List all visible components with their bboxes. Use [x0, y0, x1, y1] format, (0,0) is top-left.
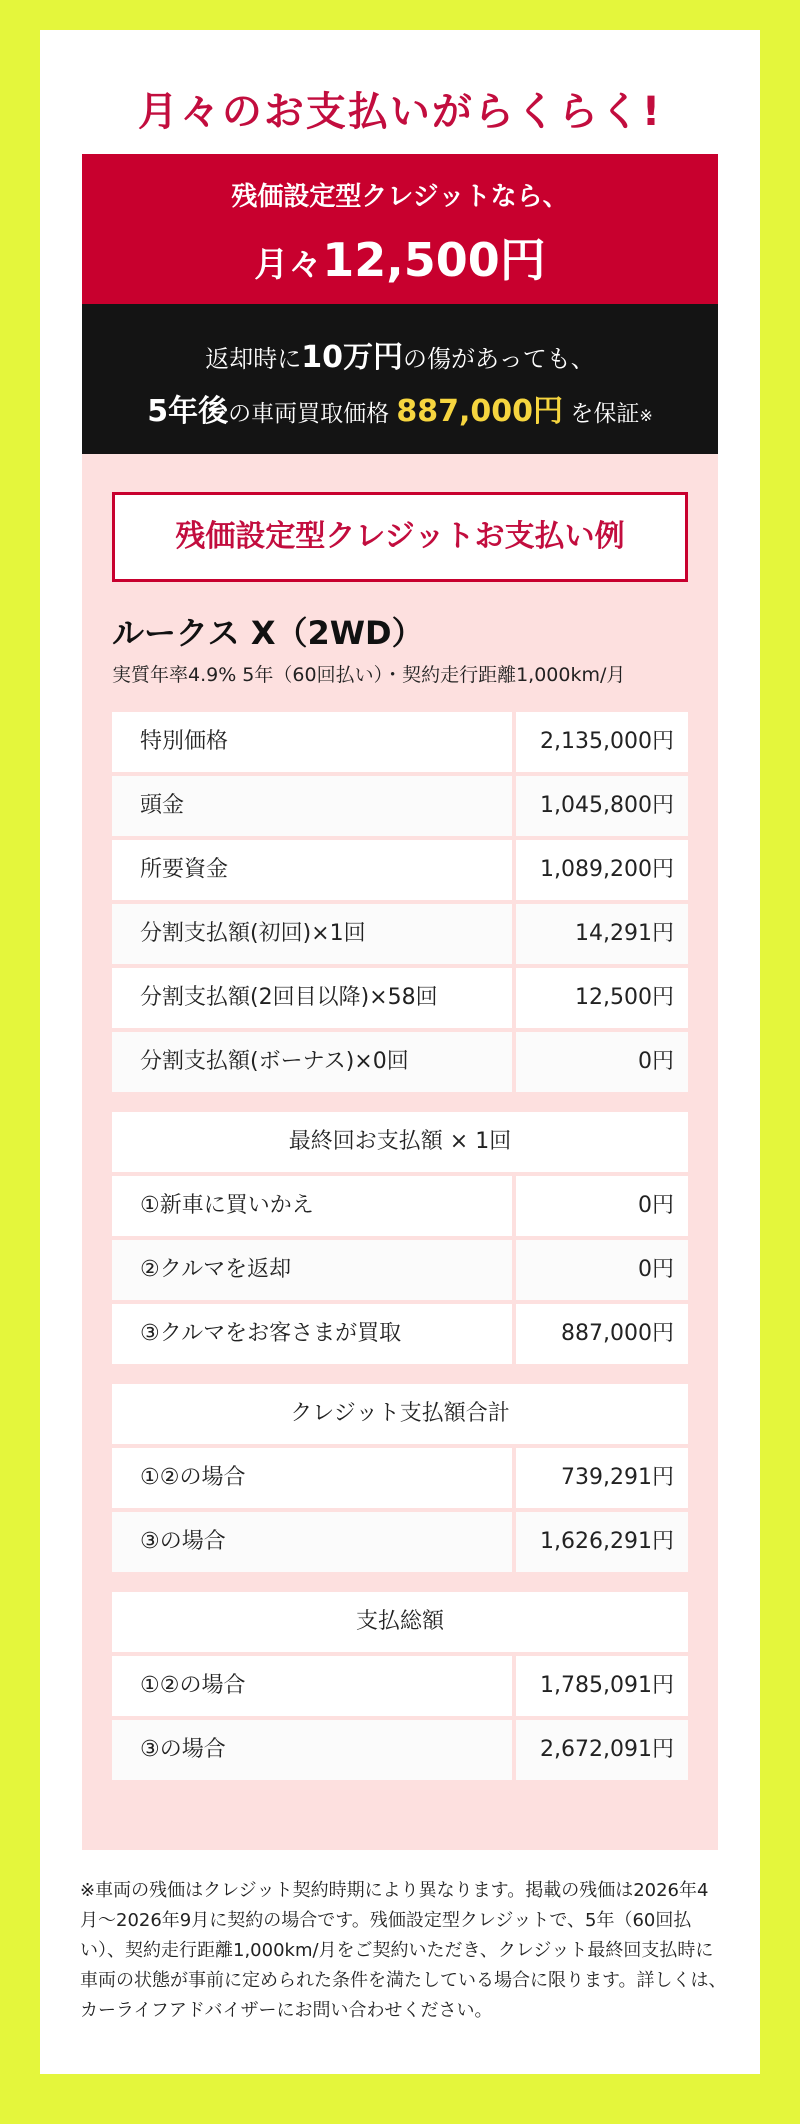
row-label: 分割支払額(2回目以降)×58回	[112, 968, 512, 1028]
promo-subtitle: 残価設定型クレジットなら、	[231, 182, 569, 212]
row-value: 1,089,200円	[516, 840, 688, 900]
row-value: 0円	[516, 1240, 688, 1300]
table-row	[112, 968, 688, 1028]
table-row	[112, 1176, 688, 1236]
table-row	[112, 1304, 688, 1364]
table-row	[112, 1032, 688, 1092]
monthly-amount: 12,500円	[322, 233, 546, 287]
row-value: 0円	[516, 1176, 688, 1236]
table-row	[112, 1656, 688, 1716]
table-row	[112, 904, 688, 964]
row-label: ①新車に買いかえ	[112, 1176, 512, 1236]
row-value: 1,626,291円	[516, 1512, 688, 1572]
guarantee-line2-post: を保証	[570, 401, 640, 427]
monthly-prefix: 月々	[254, 245, 323, 285]
row-label: ③の場合	[112, 1720, 512, 1780]
row-label: 特別価格	[112, 712, 512, 772]
example-title: 残価設定型クレジットお支払い例	[112, 492, 688, 582]
guarantee-line1-post: の傷があっても、	[402, 345, 595, 373]
guarantee-line1-pre: 返却時に	[205, 345, 302, 373]
row-value: 2,672,091円	[516, 1720, 688, 1780]
row-label: ①②の場合	[112, 1448, 512, 1508]
car-conditions: 実質年率4.9% 5年（60回払い）・契約走行距離1,000km/月	[112, 664, 626, 686]
row-value: 14,291円	[516, 904, 688, 964]
note-mark: ※	[639, 406, 653, 425]
guaranteed-price: 887,000円	[396, 394, 564, 429]
monthly-payment	[82, 224, 718, 290]
headline: 月々のお支払いがらくらく!	[137, 89, 663, 135]
credit-total-heading: クレジット支払額合計	[112, 1384, 688, 1444]
row-value: 739,291円	[516, 1448, 688, 1508]
guarantee-line2-mid: の車両買取価格	[228, 401, 390, 427]
table-row	[112, 1448, 688, 1508]
row-value: 887,000円	[516, 1304, 688, 1364]
guarantee-years: 5年後	[147, 394, 229, 429]
row-label: 所要資金	[112, 840, 512, 900]
table-row	[112, 1240, 688, 1300]
row-label: ①②の場合	[112, 1656, 512, 1716]
table-row	[112, 776, 688, 836]
guarantee-line-2	[82, 386, 718, 430]
final-payment-heading: 最終回お支払額 × 1回	[112, 1112, 688, 1172]
row-value: 12,500円	[516, 968, 688, 1028]
guarantee-line-1	[82, 332, 718, 376]
row-label: ③クルマをお客さまが買取	[112, 1304, 512, 1364]
grand-total-heading: 支払総額	[112, 1592, 688, 1652]
table-row	[112, 840, 688, 900]
car-name: ルークス X（2WD）	[112, 614, 424, 652]
row-label: ③の場合	[112, 1512, 512, 1572]
row-label: 頭金	[112, 776, 512, 836]
table-row	[112, 1720, 688, 1780]
row-label: ②クルマを返却	[112, 1240, 512, 1300]
row-value: 1,785,091円	[516, 1656, 688, 1716]
table-row	[112, 712, 688, 772]
content-card	[40, 30, 760, 2074]
row-value: 2,135,000円	[516, 712, 688, 772]
guarantee-banner	[82, 304, 718, 454]
row-value: 1,045,800円	[516, 776, 688, 836]
row-label: 分割支払額(初回)×1回	[112, 904, 512, 964]
damage-amount: 10万円	[301, 340, 403, 375]
promo-banner	[82, 154, 718, 304]
table-row	[112, 1512, 688, 1572]
row-value: 0円	[516, 1032, 688, 1092]
disclaimer-note: ※車両の残価はクレジット契約時期により異なります。掲載の残価は2026年4月〜2026年9月に契約の場合です。残価設定型クレジットで、5年（60回払い）、契約走行距離1,000km/月をご契約いただき、クレジット最終回支払時に車両の状態が事前に定められた条件を満たしている場合に限ります。詳しくは、カーライフアドバイザーにお問い合わせください。	[80, 1880, 727, 2021]
row-label: 分割支払額(ボーナス)×0回	[112, 1032, 512, 1092]
